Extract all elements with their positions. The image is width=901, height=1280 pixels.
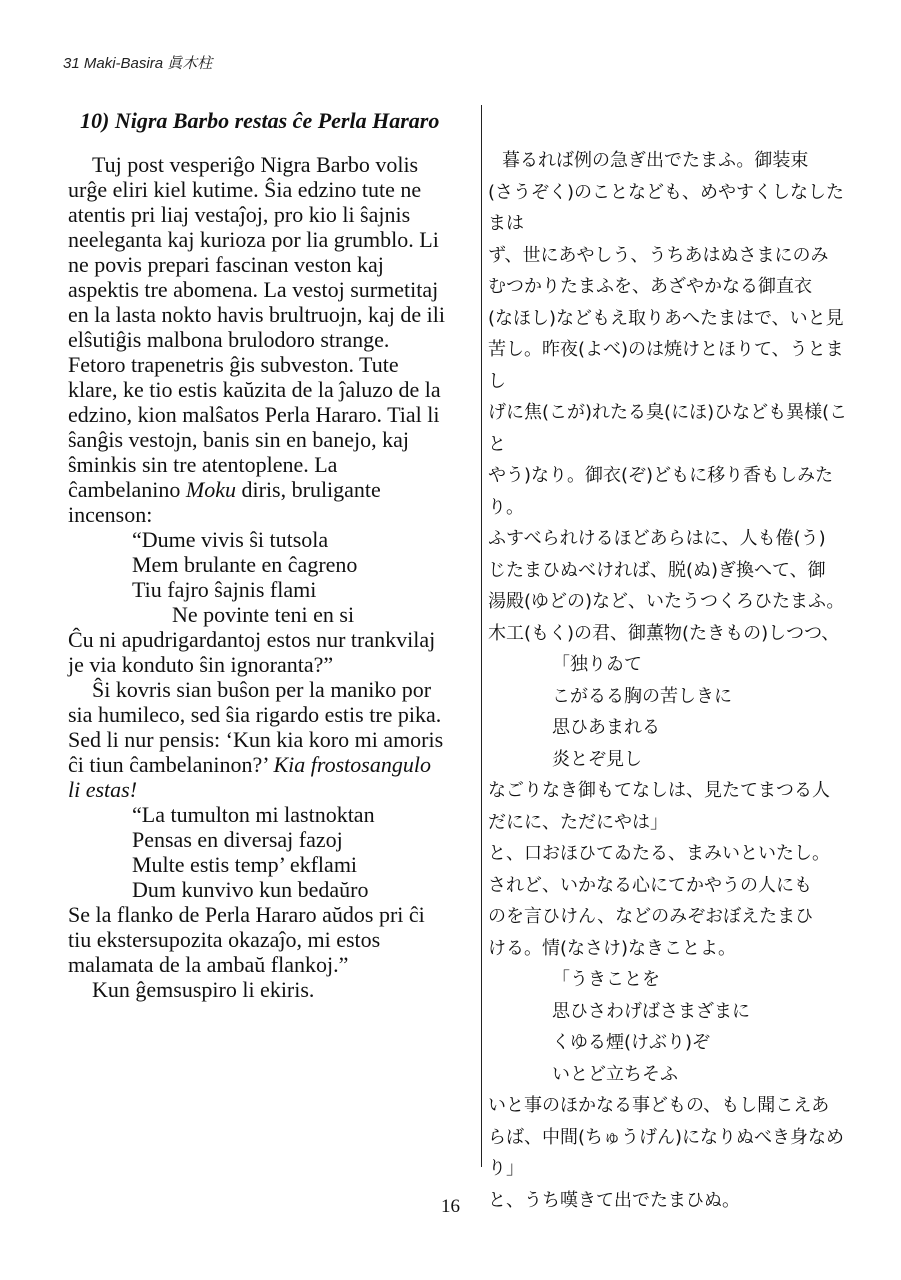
text-line: Sed li nur pensis: ‘Kun kia koro mi amoris	[68, 727, 444, 752]
column-divider	[481, 105, 482, 1167]
italic-thought: li estas!	[68, 777, 138, 802]
text-line: ŝanĝis vestojn, banis sin en banejo, kaj	[68, 427, 409, 452]
continuation-1	[68, 627, 468, 677]
paragraph-1	[68, 152, 468, 527]
jp-line: むつかりたまふを、あざやかなる御直衣	[488, 276, 812, 297]
jp-verse-line: 「うきことを	[552, 969, 660, 990]
text-line: neeleganta kaj kurioza por lia grumblo. Li	[68, 227, 439, 252]
text-line: tiu ekstersupozita okazaĵo, mi estos	[68, 927, 381, 952]
running-header: 31 Maki-Basira 眞木柱	[63, 55, 213, 72]
verse-2	[68, 802, 468, 902]
jp-line: ず、世にあやしう、うちあはぬさまにのみ	[488, 244, 829, 266]
italic-thought: Kia frostosangulo	[273, 752, 431, 777]
text-line: Fetoro trapenetris ĝis subveston. Tute	[68, 352, 399, 377]
closing-line: Kun ĝemsuspiro li ekiris.	[92, 977, 315, 1002]
jp-line: げに焦(こが)れたる臭(にほ)ひなども異様(こと	[488, 402, 848, 455]
jp-line: り」	[488, 1158, 524, 1179]
text-line: diris, bruligante	[236, 477, 381, 502]
verse-line: Dum kunvivo kun bedaŭro	[132, 877, 369, 902]
jp-verse-line: 「独りゐて	[552, 654, 642, 675]
text-line: edzino, kion malŝatos Perla Hararo. Tial li	[68, 402, 440, 427]
jp-line: 木工(もく)の君、御薫物(たきもの)しつつ、	[488, 622, 840, 644]
jp-line: らば、中間(ちゅうげん)になりぬべき身なめ	[488, 1126, 845, 1148]
jp-line: 暮るれば例の急ぎ出でたまふ。御装束	[502, 150, 809, 171]
jp-line: されど、いかなる心にてかやうの人にも	[488, 874, 812, 896]
text-line: atentis pri liaj vestaĵoj, pro kio li ŝajnis	[68, 202, 411, 227]
jp-line: やう)なり。御衣(ぞ)どもに移り香もしみたり。	[488, 465, 834, 518]
esperanto-column	[68, 108, 468, 1002]
text-line: je via konduto ŝin ignoranta?”	[68, 652, 334, 677]
jp-line: いと事のほかなる事どもの、もし聞こえあ	[488, 1095, 830, 1116]
verse-line: Ne povinte teni en si	[172, 602, 355, 627]
jp-line: (なほし)などもえ取りあへたまはで、いと見	[488, 307, 844, 329]
text-line: Ĉu ni apudrigardantoj estos nur trankvilaj	[68, 627, 436, 652]
text-line: malamata de la ambaŭ flankoj.”	[68, 952, 349, 977]
text-line: Ŝi kovris sian buŝon per la maniko por	[92, 677, 432, 702]
text-line: incenson:	[68, 502, 153, 527]
text-line: urĝe eliri kiel kutime. Ŝia edzino tute ne	[68, 177, 422, 202]
text-line: en la lasta nokto havis brultruojn, kaj de ili	[68, 302, 445, 327]
verse-line: Tiu fajro ŝajnis flami	[132, 577, 317, 602]
section-title: 10) Nigra Barbo restas ĉe Perla Hararo	[80, 108, 440, 133]
jp-line: だにに、ただにやは」	[488, 811, 668, 833]
speaker-name: Moku	[185, 477, 236, 502]
jp-line: (さうぞく)のことなども、めやすくしなしたまは	[488, 181, 845, 234]
jp-line: と、口おほひてゐたる、まみいといたし。	[488, 843, 830, 864]
jp-verse-line: 思ひさわげばさまざまに	[552, 1000, 750, 1022]
jp-line: と、うち嘆きて出でたまひぬ。	[488, 1189, 740, 1211]
text-line: Se la flanko de Perla Hararo aŭdos pri ĉi	[68, 902, 425, 927]
jp-verse-line: 思ひあまれる	[552, 717, 660, 738]
jp-line: ける。情(なさけ)なきことよ。	[488, 937, 737, 959]
text-line: elŝutiĝis malbona brulodoro strange.	[68, 327, 390, 352]
page-number: 16	[441, 1196, 460, 1217]
jp-line: 苦し。昨夜(よべ)のは焼けとほりて、うとまし	[488, 339, 844, 392]
jp-verse-line: くゆる煙(けぶり)ぞ	[552, 1032, 711, 1053]
continuation-2	[68, 902, 468, 977]
verse-line: Mem brulante en ĉagreno	[132, 552, 358, 577]
text-line: ĉambelanino	[68, 477, 186, 502]
text-line: ne povis prepari fascinan veston kaj	[68, 252, 384, 277]
text-line: ĉi tiun ĉambelaninon?’	[68, 752, 274, 777]
jp-verse-line: いとど立ちそふ	[552, 1063, 678, 1085]
jp-line: ふすべられけるほどあらはに、人も倦(う)	[488, 528, 826, 549]
paragraph-2	[68, 677, 468, 802]
japanese-column	[488, 145, 860, 1216]
jp-line: 湯殿(ゆどの)など、いたうつくろひたまふ。	[488, 591, 845, 612]
verse-line: Multe estis temp’ ekflami	[132, 852, 358, 877]
text-line: sia humileco, sed ŝia rigardo estis tre pika.	[68, 702, 442, 727]
jp-line: なごりなき御もてなしは、見たてまつる人	[488, 780, 830, 801]
text-line: ŝminkis sin tre atentoplene. La	[68, 452, 338, 477]
jp-verse-line: 炎とぞ見し	[552, 748, 642, 770]
jp-line: のを言ひけん、などのみぞおぼえたまひ	[488, 906, 814, 927]
jp-line: じたまひぬべければ、脱(ぬ)ぎ換へて、御	[488, 559, 826, 581]
text-line: aspektis tre abomena. La vestoj surmetitaj	[68, 277, 439, 302]
text-line: klare, ke tio estis kaŭzita de la ĵaluzo de la	[68, 377, 441, 402]
verse-line: “Dume vivis ŝi tutsola	[132, 527, 329, 552]
verse-line: Pensas en diversaj fazoj	[132, 827, 343, 852]
verse-1	[68, 527, 468, 627]
jp-verse-line: こがるる胸の苦しきに	[552, 685, 732, 707]
verse-line: “La tumulton mi lastnoktan	[132, 802, 375, 827]
text-line: Tuj post vesperiĝo Nigra Barbo volis	[92, 152, 419, 177]
